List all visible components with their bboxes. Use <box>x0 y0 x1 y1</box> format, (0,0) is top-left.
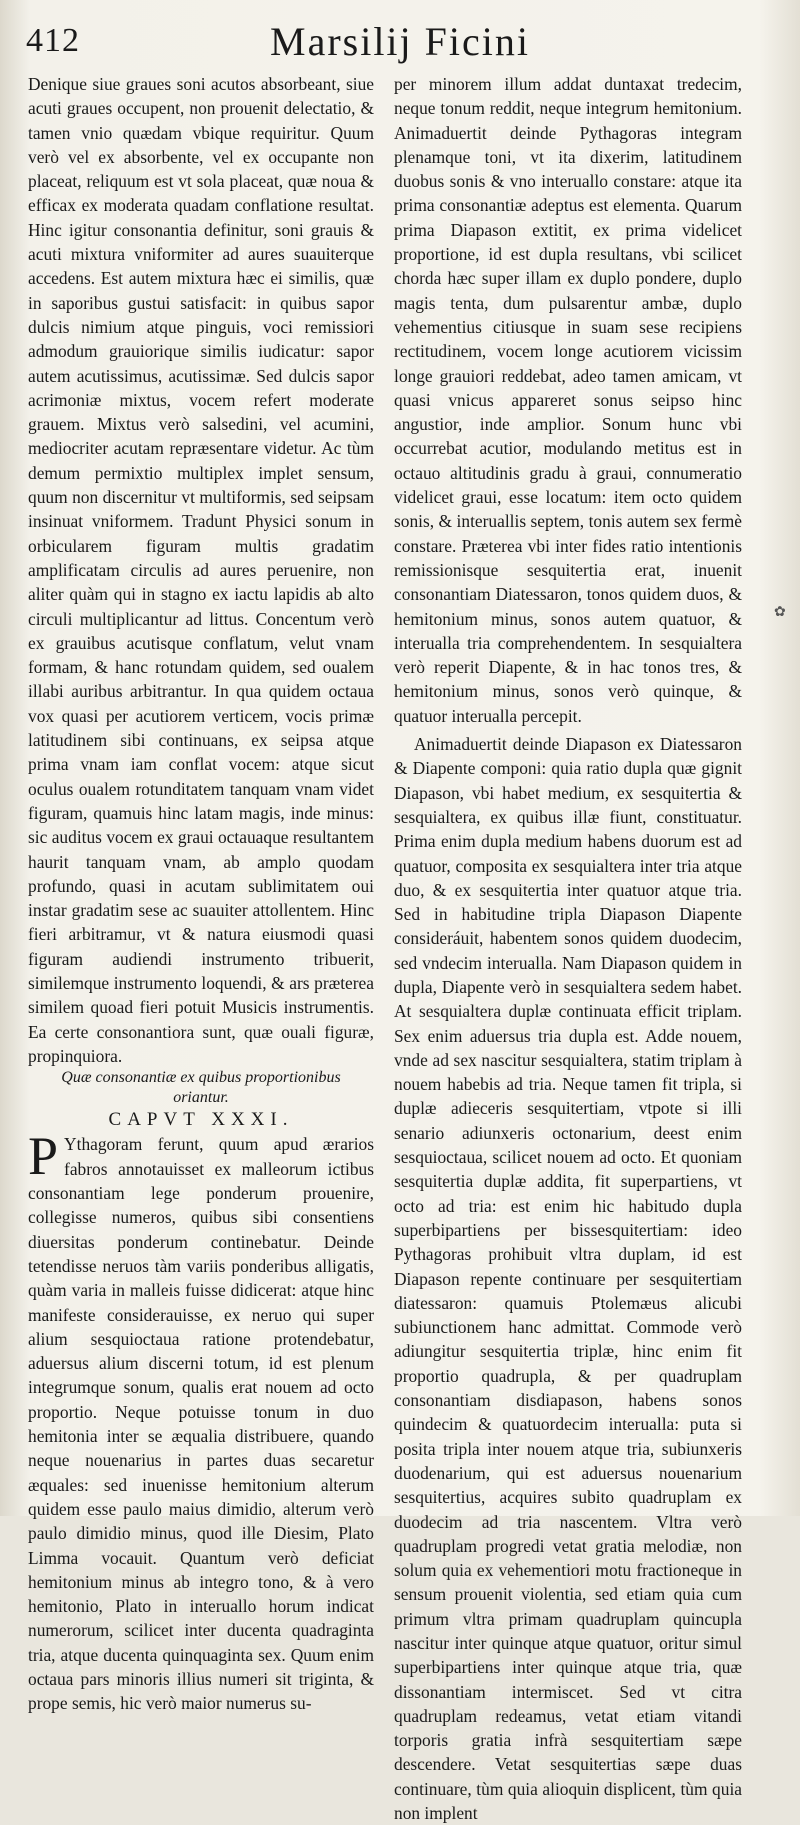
left-column <box>28 72 374 1716</box>
paragraph: Denique siue graues soni acutos absorbeant, siue acuti graues occupent, non prouenit delectatio, & tamen vnio quædam vbique requiritur. Quum verò vel ex absorbente, vel ex occupante non placeat, reliquum est vt sola placeat, quæ noua & efficax ex moderata quadam conflatione resultat. Hinc igitur consonantia definitur, soni grauis & acuti mixtura vniformiter ad aures suauiterque accedens. Est autem mixtura hæc ei similis, quæ in saporibus gustui satisfacit: in quibus sapor dulcis nimium atque pinguis, voci remissiori admodum grauiorique similis iudicatur: sapor autem acutissimus, acutissimæ. Sed dulcis sapor acrimoniæ mixtus, vocem refert moderate grauem. Mixtus verò salsedini, vel acumini, mediocriter acutam repræsentare videtur. Ac tùm demum permixtio multiplex implet sensum, quum non discernitur vt multiformis, sed seipsam insinuat vniformem. Tradunt Physici sonum in orbicularem figuram multis gradatim amplificatam circulis ad aures peruenire, non aliter quàm qui in stagno ex iactu lapidis ab alto circuli multiplicantur ad littus. Concentum verò ex grauibus acutisque conflatum, velut vnam formam, & hanc rotundam quidem, sed oualem illabi auribus arbitrantur. In qua quidem octaua vox quasi per acutiorem verticem, vocis primæ latitudinem sibi continuans, ex seipsa atque prima vnam iam conflat vocem: atque sicut oculus oualem rotunditatem tanquam vnam videt figuram, quamuis hinc latam magis, inde minus: sic auditus vocem ex graui octauaque resultantem haurit tanquam vnam, ab amplo quodam profundo, quasi in acutam sublimitatem oui instar gradatim sese ac suauiter attollentem. Hinc fieri arbitramur, vt & natura eiusmodi quasi figuram audiendi instrumento tribuerit, similemque instrumento loquendi, & ars præterea similem quoad fieri potuit Musicis instrumentis. Ea certe consonantiora sunt, quæ ouali figuræ, propinquiora. <box>28 74 374 1066</box>
running-head: Marsilij Ficini <box>270 19 530 64</box>
margin-mark-icon: ✿ <box>774 604 786 620</box>
paragraph: Animaduertit deinde Diapason ex Diatessaron & Diapente componi: quia ratio dupla quæ gignit Diapason, vbi habet medium, ex sesquitertia & sesquialtera, ex quibus illæ fiunt, constituatur. Prima enim dupla medium habens duorum est ad quatuor, composita ex sesquialtera inter tria atque duo, & ex sesquitertia inter quatuor atque tria. Sed in habitudine tripla Diapason Diapente consideráuit, habentem sonos quidem duodecim, sed vndecim interualla. Nam Diapason quidem in dupla, Diapente verò in sesquialtera sedem habet. At sesquialtera duplæ continuata efficit triplam. Sex enim aduersus tria dupla est. Adde nouem, vnde ad sex nascitur sesquialtera, statim triplam à nouem habebis ad tria. Neque tamen fit tripla, si duplæ adieceris sesquitertiam, vtpote si illi senario adiunxeris octonarium, deest enim sesquioctaua, scilicet nouem ad octo. Et quoniam sesquitertia duplæ addita, fit superpartiens, vt octo ad tria: est enim hic habitudo dupla superbipartiens per bissesquitertiam: ideo Pythagoras prohibuit vltra duplam, id est Diapason repente continuare per sesquitertiam diatessaron: quamuis Ptolemæus alicubi subiunctionem hanc admittat. Commode verò adiungitur sesquitertia triplæ, hinc enim fit proportio quadrupla, & per quadruplam consonantiam disdiapason, habens sonos quindecim & quatuordecim interualla: puta si posita tripla inter nouem atque tria, subiunxeris duodenarium, qui est aduersus nouenarium sesquitertius, acquires subito quadruplam ex duodecim ad tria nascentem. Vltra verò quadruplam progredi vetat gratia melodiæ, non solum quia ex vehementiori motu fractioneque in sensum prouenit violentia, sed etiam quia cum primum vltra primam quadruplam quincupla nascitur inter quinque atque quatuor, oritur simul superbipartiens inter quinque atque tria, quæ dissonantiam intermiscet. Sed vt citra quadruplam redeamus, vetat etiam vitandi torporis gratia infrà sesquitertiam sæpe descendere. Vetat sesquitertias sæpe duas continuare, tùm quia alioquin displicent, tùm quia non implent <box>394 734 742 1824</box>
chapter-title: CAPVT XXXI. <box>108 1109 294 1131</box>
page-header <box>0 8 800 68</box>
paragraph-text: Ythagoram ferunt, quum apud ærarios fabros annotauisset ex malleorum ictibus consonantiam lege ponderum prouenire, collegisse numeros, quibus sibi consentiens diuersitas ponderum continebatur. Deinde tetendisse neruos tàm variis ponderibus alligatis, quàm varia in malleis fuisse didicerat: atque hinc manifeste considerauisse, ex neruo qui super alium sesquioctaua ratione protendebatur, aduersus alium discerni totum, id est plenum integrumque sonum, qualis erat nouem ad octo proportio. Neque potuisse tonum in duo hemitonia inter se æqualia distribuere, quando neque nouenarius in partes duas secaretur æquales: sed inuenisse hemitonium alterum quidem esse paulo maius dimidio, alterum verò paulo dimidio minus, quod ille Diesim, Plato Limma vocauit. Quantum verò deficiat hemitonium minus ab integro tono, & à vero hemitonio, Plato in interuallo horum indicat numerorum, scilicet inter ducenta quadraginta tria, atque ducenta quinquaginta sex. Quum enim octaua pars minoris illius numeri sit triginta, & prope semis, hic verò maior numerus su- <box>28 1134 374 1714</box>
paragraph: per minorem illum addat duntaxat tredecim, neque tonum reddit, neque integrum hemitonium. Animaduertit deinde Pythagoras integram plenamque toni, vt ita dixerim, latitudinem duobus sonis & vno interuallo constare: atque ita prima consonantiæ adeptus est elementa. Quarum prima Diapason extitit, ex prima videlicet proportione, id est dupla resultans, vbi scilicet chorda hæc super illam ex duplo pondere, duplo magis tenta, dum pulsarentur ambæ, duplo vehementius citiusque in suam sese recipiens rectitudinem, vocem longe acutiorem vicissim longe grauiori reddebat, adeo tamen amicam, vt quasi vnicus appareret sonus seipso hinc angustior, inde amplior. Sonum hunc vbi occurrebat acutior, modulando metitus est in octauo altitudinis gradu à graui, connumeratio videlicet graui, esse locatum: item octo quidem sonis, & interuallis septem, tonis autem sex fermè constare. Præterea vbi inter fides ratio intentionis remissionisque sesquitertia erat, inuenit consonantiam Diatessaron, tonos quidem duos, & hemitonium minus, sonos autem quatuor, & interualla tria comprehendentem. In sesquialtera verò reperit Diapente, & in hac tonos tres, & hemitonium minus, sonos verò quinque, & quatuor interualla percepit. <box>394 74 742 726</box>
drop-cap: P <box>28 1126 59 1187</box>
right-column <box>394 72 742 1825</box>
chapter-paragraph <box>28 1126 374 1715</box>
page-number: 412 <box>26 22 80 59</box>
chapter-subtitle: Quæ consonantiæ ex quibus proportionibus oriantur. <box>61 1069 341 1107</box>
